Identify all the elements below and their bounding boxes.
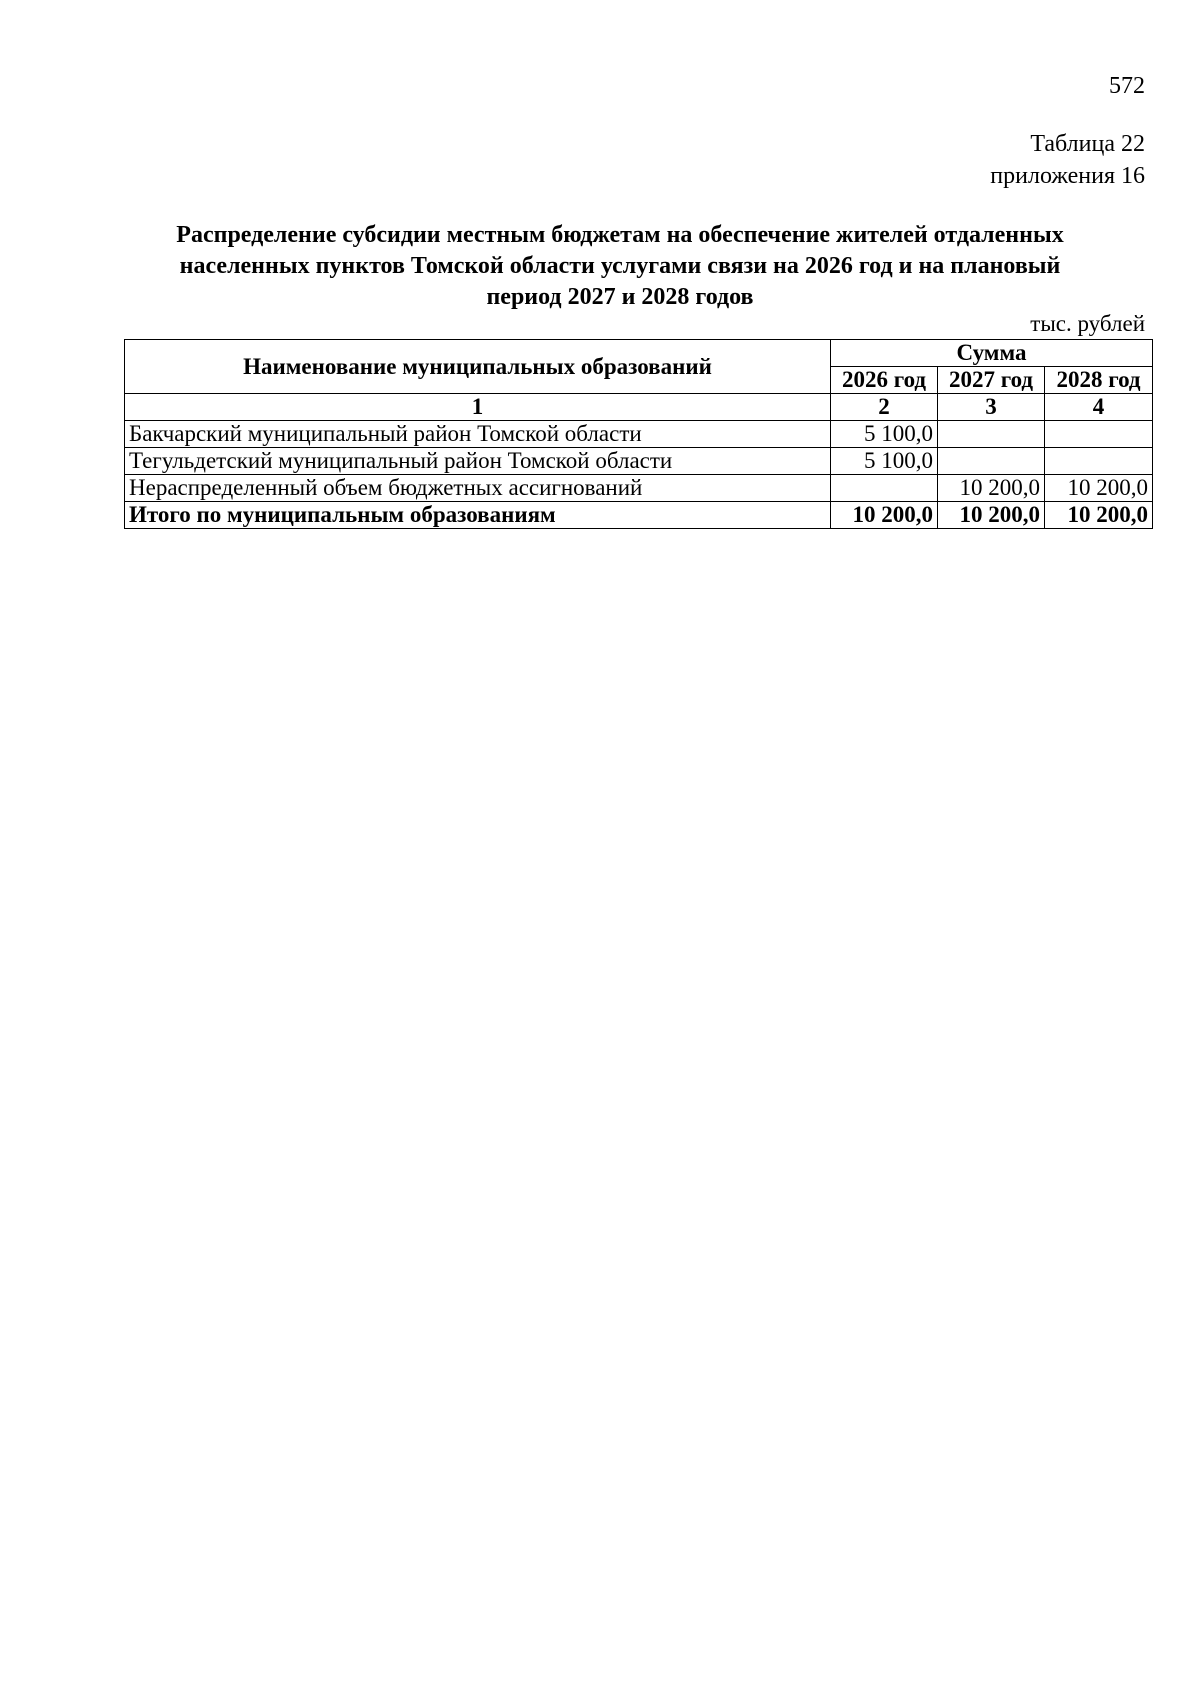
title-line-2: населенных пунктов Томской области услугами связи на 2026 год и на плановый xyxy=(179,253,1061,279)
column-numbers-row xyxy=(125,394,1153,421)
table-reference-line-1: Таблица 22 xyxy=(1030,131,1145,157)
table-row xyxy=(125,475,1153,502)
row-value-2026: 5 100,0 xyxy=(831,421,938,448)
row-value-2028: 10 200,0 xyxy=(1045,475,1153,502)
title-line-3: период 2027 и 2028 годов xyxy=(486,284,754,310)
row-name: Тегульдетский муниципальный район Томской области xyxy=(125,448,831,475)
column-number: 2 xyxy=(831,394,938,421)
row-name: Нераспределенный объем бюджетных ассигнований xyxy=(125,475,831,502)
header-name: Наименование муниципальных образований xyxy=(125,340,831,394)
header-year-2028: 2028 год xyxy=(1045,367,1153,394)
subsidy-table xyxy=(124,339,1153,529)
title-line-1: Распределение субсидии местным бюджетам на обеспечение жителей отдаленных xyxy=(176,222,1064,248)
table-reference-line-2: приложения 16 xyxy=(990,163,1145,189)
total-name: Итого по муниципальным образованиям xyxy=(125,502,831,529)
table-row xyxy=(125,421,1153,448)
table-header-row xyxy=(125,340,1153,367)
column-number: 3 xyxy=(938,394,1045,421)
table-reference xyxy=(990,128,1145,192)
column-number: 4 xyxy=(1045,394,1153,421)
row-value-2027 xyxy=(938,448,1045,475)
units-label: тыс. рублей xyxy=(1030,311,1145,336)
page-number: 572 xyxy=(1109,73,1145,99)
total-value-2027: 10 200,0 xyxy=(938,502,1045,529)
row-value-2026: 5 100,0 xyxy=(831,448,938,475)
row-value-2027 xyxy=(938,421,1045,448)
total-value-2026: 10 200,0 xyxy=(831,502,938,529)
row-name: Бакчарский муниципальный район Томской области xyxy=(125,421,831,448)
total-row xyxy=(125,502,1153,529)
row-value-2028 xyxy=(1045,421,1153,448)
row-value-2026 xyxy=(831,475,938,502)
column-number: 1 xyxy=(125,394,831,421)
header-year-2026: 2026 год xyxy=(831,367,938,394)
total-value-2028: 10 200,0 xyxy=(1045,502,1153,529)
row-value-2027: 10 200,0 xyxy=(938,475,1045,502)
document-title xyxy=(120,220,1120,313)
header-year-2027: 2027 год xyxy=(938,367,1045,394)
row-value-2028 xyxy=(1045,448,1153,475)
table-row xyxy=(125,448,1153,475)
header-sum: Сумма xyxy=(831,340,1153,367)
